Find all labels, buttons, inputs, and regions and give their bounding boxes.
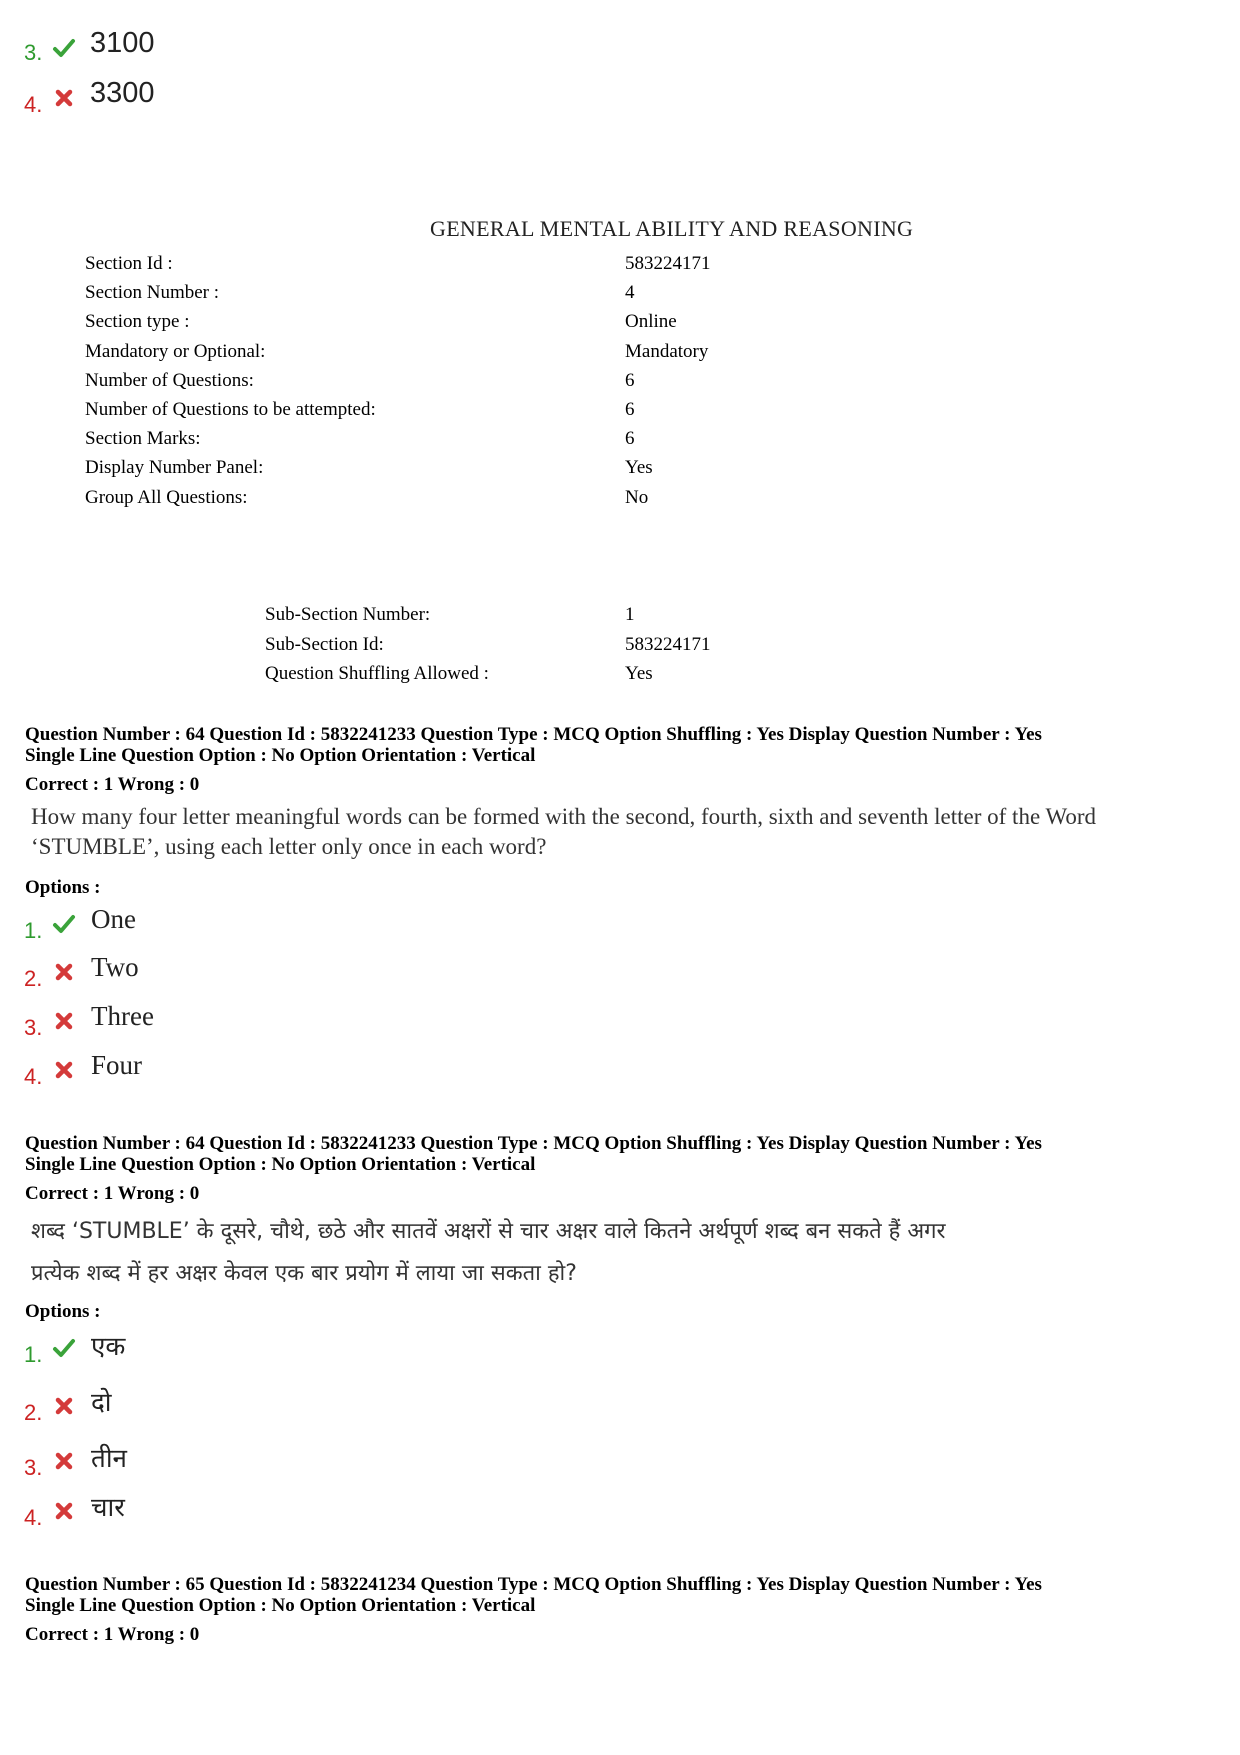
- option-number: 3.: [24, 40, 43, 65]
- detail-value: 6: [625, 428, 635, 450]
- detail-value: Mandatory: [625, 340, 709, 362]
- question-marks: Correct : 1 Wrong : 0: [25, 774, 200, 795]
- cross-icon: [52, 1058, 76, 1082]
- option-number: 1.: [24, 1342, 43, 1367]
- option-number: 3.: [24, 1015, 43, 1040]
- option-text: Two: [91, 952, 139, 982]
- cross-icon: [52, 1449, 76, 1473]
- option-number: 4.: [24, 92, 43, 117]
- cross-icon: [52, 1009, 76, 1033]
- detail-value: 1: [625, 604, 635, 625]
- detail-label: Section type :: [85, 311, 190, 333]
- checkmark-icon: [52, 912, 76, 936]
- cross-icon: [52, 1499, 76, 1523]
- question-meta-options: Single Line Question Option : No Option Orientation : Vertical: [25, 745, 536, 766]
- detail-value: 4: [625, 282, 635, 304]
- cross-icon: [52, 86, 76, 110]
- option-number: 2.: [24, 1400, 43, 1425]
- detail-value: Online: [625, 311, 677, 333]
- detail-value: 6: [625, 369, 635, 391]
- checkmark-icon: [52, 36, 76, 60]
- question-meta: Question Number : 64 Question Id : 5832241233 Question Type : MCQ Option Shuffling : Yes Display Question Number : Yes: [25, 1133, 1042, 1154]
- detail-label: Number of Questions:: [85, 369, 254, 391]
- detail-label: Display Number Panel:: [85, 457, 264, 479]
- option-text: 3300: [90, 77, 155, 109]
- options-label: Options :: [25, 877, 101, 898]
- question-meta-options: Single Line Question Option : No Option Orientation : Vertical: [25, 1154, 536, 1175]
- question-text: प्रत्येक शब्द में हर अक्षर केवल एक बार प्रयोग में लाया जा सकता हो?: [31, 1261, 577, 1286]
- question-text: How many four letter meaningful words can be formed with the second, fourth, sixth and seventh letter of the Word: [31, 804, 1097, 829]
- detail-label: Number of Questions to be attempted:: [85, 399, 376, 420]
- option-number: 4.: [24, 1505, 43, 1530]
- detail-label: Mandatory or Optional:: [85, 340, 266, 362]
- detail-label: Section Id :: [85, 253, 173, 274]
- detail-label: Question Shuffling Allowed :: [265, 663, 489, 684]
- option-text: 3100: [90, 27, 155, 59]
- cross-icon: [52, 1394, 76, 1418]
- question-marks: Correct : 1 Wrong : 0: [25, 1183, 200, 1204]
- detail-label: Group All Questions:: [85, 486, 248, 508]
- option-text: One: [91, 904, 136, 934]
- detail-value: No: [625, 486, 649, 508]
- section-title: GENERAL MENTAL ABILITY AND REASONING: [430, 216, 914, 241]
- option-text: Three: [91, 1001, 154, 1031]
- option-number: 1.: [24, 918, 43, 943]
- option-text: दो: [91, 1388, 112, 1418]
- detail-value: 583224171: [625, 253, 711, 274]
- option-text: चार: [91, 1493, 125, 1523]
- detail-label: Section Number :: [85, 282, 220, 304]
- question-meta-options: Single Line Question Option : No Option Orientation : Vertical: [25, 1595, 536, 1616]
- option-text: Four: [91, 1050, 143, 1080]
- option-number: 4.: [24, 1064, 43, 1089]
- question-marks: Correct : 1 Wrong : 0: [25, 1624, 200, 1645]
- detail-value: 583224171: [625, 633, 711, 655]
- option-text: तीन: [91, 1444, 127, 1474]
- cross-icon: [52, 960, 76, 984]
- options-label: Options :: [25, 1301, 101, 1322]
- question-meta: Question Number : 64 Question Id : 5832241233 Question Type : MCQ Option Shuffling : Yes Display Question Number : Yes: [25, 724, 1042, 745]
- detail-label: Sub-Section Id:: [265, 633, 384, 655]
- detail-value: Yes: [625, 663, 653, 684]
- question-meta: Question Number : 65 Question Id : 5832241234 Question Type : MCQ Option Shuffling : Yes Display Question Number : Yes: [25, 1574, 1042, 1595]
- question-text: ‘STUMBLE’, using each letter only once in each word?: [31, 834, 547, 859]
- question-text: शब्द ‘STUMBLE’ के दूसरे, चौथे, छठे और सातवें अक्षरों से चार अक्षर वाले कितने अर्थपूर्ण शब्द बन सकते हैं अगर: [31, 1219, 946, 1244]
- detail-value: Yes: [625, 457, 653, 479]
- detail-value: 6: [625, 399, 635, 420]
- detail-label: Section Marks:: [85, 428, 201, 450]
- option-text: एक: [91, 1332, 126, 1362]
- option-number: 2.: [24, 966, 43, 991]
- checkmark-icon: [52, 1336, 76, 1360]
- option-number: 3.: [24, 1455, 43, 1480]
- detail-label: Sub-Section Number:: [265, 604, 431, 625]
